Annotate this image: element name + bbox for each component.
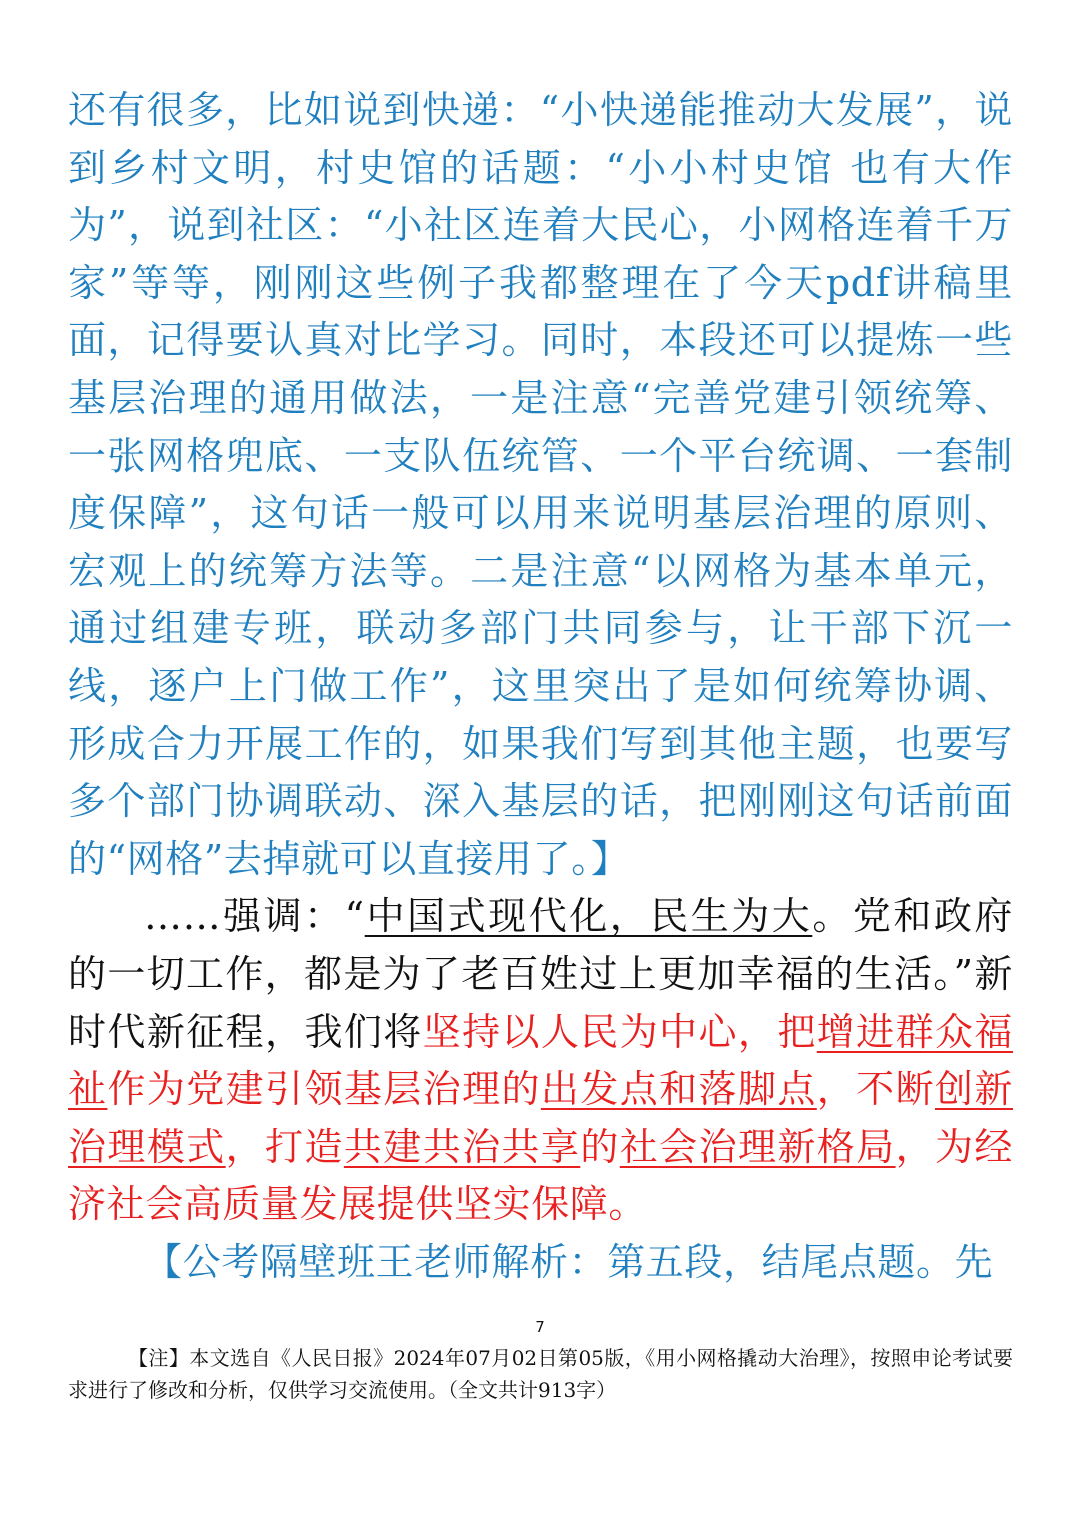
- next-analysis-paragraph: [68, 1234, 1013, 1292]
- red-phrase-10: 的: [580, 1124, 620, 1169]
- red-phrase-4: 作为党建引领基层治理的: [107, 1067, 541, 1112]
- teacher-analysis-paragraph: [68, 82, 1013, 888]
- red-underlined-1: 增进群众福祉: [68, 1009, 1013, 1112]
- red-phrase-6: ，不断: [816, 1067, 935, 1112]
- conclusion-paragraph: [68, 888, 1013, 1234]
- red-phrase-8: ，打造: [225, 1124, 344, 1169]
- quote-rest: 。党和政府的一切工作，都是为了老百姓过上更加幸福的生活。”新时代新征程，我们将: [68, 894, 1013, 1054]
- red-phrase-1: 坚持以人民为中心，: [422, 1009, 778, 1054]
- page-number: 7: [535, 1318, 545, 1336]
- red-underlined-4: 共建共治共享: [343, 1124, 581, 1169]
- article-body: [68, 82, 1013, 1291]
- red-phrase-12: ，为经济社会高质量发展提供坚实保障。: [68, 1124, 1014, 1227]
- analysis-text: 还有很多，比如说到快递：“小快递能推动大发展”，说到乡村文明，村史馆的话题：“小小村史馆 也有大作为”，说到社区：“小社区连着大民心，小网格连着千万家”等等，刚刚这些例子我都整理在了今天pdf讲稿里面，记得要认真对比学习。同时，本段还可以提炼一些基层治理的通用做法，一是注意“完善党建引领统筹、一张网格兜底、一支队伍统管、一个平台统调、一套制度保障”，这句话一般可以用来说明基层治理的原则、宏观上的统筹方法等。二是注意“以网格为基本单元，通过组建专班，联动多部门共同参与，让干部下沉一线，逐户上门做工作”，这里突出了是如何统筹协调、形成合力开展工作的，如果我们写到其他主题，也要写多个部门协调联动、深入基层的话，把刚刚这句话前面的“网格”去掉就可以直接用了。】: [68, 88, 1013, 881]
- red-underlined-3: 创新治理模式: [68, 1067, 1014, 1169]
- red-phrase-2: 把: [777, 1009, 817, 1054]
- next-analysis-text: 【公考隔壁班王老师解析：第五段，结尾点题。先: [144, 1239, 994, 1284]
- footnote: 【注】本文选自《人民日报》2024年07月02日第05版，《用小网格撬动大治理》，按照申论考试要求进行了修改和分析，仅供学习交流使用。（全文共计913字）: [68, 1346, 1013, 1402]
- red-underlined-5: 社会治理新格局: [619, 1124, 896, 1169]
- quote-underlined-phrase: 中国式现代化，民生为大: [364, 894, 813, 939]
- red-underlined-2: 出发点和落脚点: [540, 1067, 817, 1112]
- quote-lead: ……强调：“: [144, 894, 365, 939]
